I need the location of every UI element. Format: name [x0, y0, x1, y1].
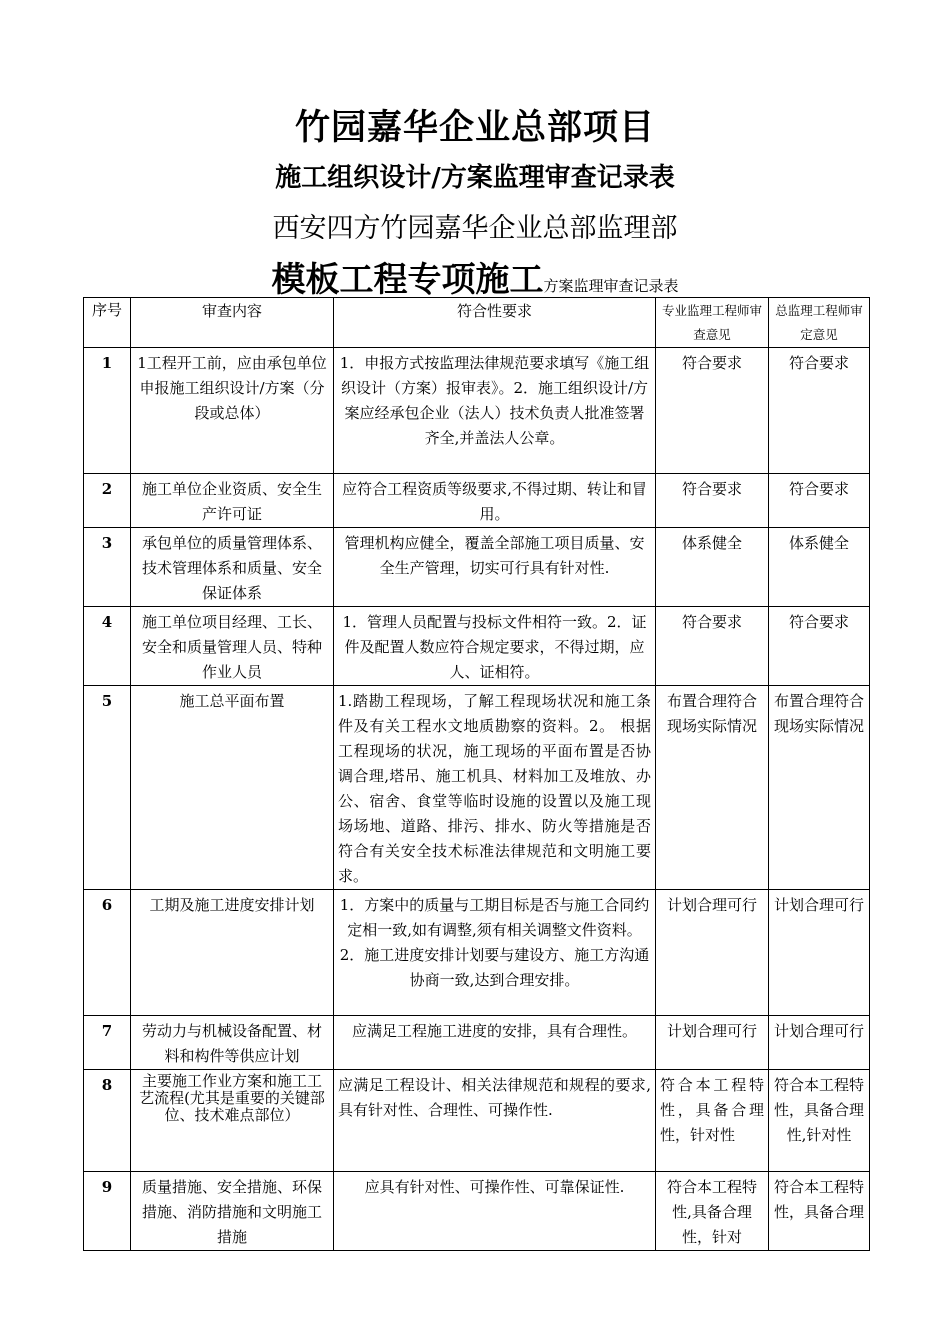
row-chief-opinion: 计划合理可行	[769, 890, 870, 1016]
department-title: 西安四方竹园嘉华企业总部监理部	[272, 213, 678, 244]
row-content: 承包单位的质量管理体系、技术管理体系和质量、安全保证体系	[131, 528, 334, 607]
row-content: 施工单位项目经理、工长、安全和质量管理人员、特种作业人员	[131, 607, 334, 686]
header-chief-opinion: 总监理工程师审定意见	[769, 298, 870, 348]
row-content: 质量措施、安全措施、环保措施、消防措施和文明施工措施	[131, 1172, 334, 1251]
row-chief-opinion: 符合本工程特性，具备合理	[769, 1172, 870, 1251]
table-header-row	[84, 298, 870, 348]
row-engineer-opinion: 符合要求	[656, 474, 769, 528]
table-row	[84, 1016, 870, 1070]
row-requirement: 应具有针对性、可操作性、可靠保证性.	[334, 1172, 656, 1251]
row-content: 1工程开工前，应由承包单位申报施工组织设计/方案（分段或总体）	[131, 348, 334, 474]
form-title: 施工组织设计/方案监理审查记录表	[275, 163, 675, 193]
row-engineer-opinion: 符合要求	[656, 348, 769, 474]
table-row	[84, 607, 870, 686]
table-row	[84, 348, 870, 474]
row-content: 施工单位企业资质、安全生产许可证	[131, 474, 334, 528]
row-num: 5	[84, 686, 131, 890]
row-num: 9	[84, 1172, 131, 1251]
row-engineer-opinion: 计划合理可行	[656, 890, 769, 1016]
table-row	[84, 686, 870, 890]
row-num: 4	[84, 607, 131, 686]
row-requirement: 应满足工程设计、相关法律规范和规程的要求,具有针对性、合理性、可操作性.	[334, 1070, 656, 1172]
row-chief-opinion: 体系健全	[769, 528, 870, 607]
row-requirement: 应满足工程施工进度的安排，具有合理性。	[334, 1016, 656, 1070]
row-chief-opinion: 符合要求	[769, 348, 870, 474]
subject-title-suffix: 方案监理审查记录表	[543, 277, 679, 295]
row-chief-opinion: 布置合理符合现场实际情况	[769, 686, 870, 890]
row-num: 3	[84, 528, 131, 607]
row-num: 6	[84, 890, 131, 1016]
row-chief-opinion: 符合本工程特性，具备合理性,针对性	[769, 1070, 870, 1172]
row-engineer-opinion: 计划合理可行	[656, 1016, 769, 1070]
subject-title	[0, 252, 950, 301]
table-row	[84, 1070, 870, 1172]
header-engineer-opinion: 专业监理工程师审查意见	[656, 298, 769, 348]
subject-title-main: 模板工程专项施工	[271, 260, 544, 300]
row-num: 2	[84, 474, 131, 528]
row-content: 工期及施工进度安排计划	[131, 890, 334, 1016]
header-requirement: 符合性要求	[334, 298, 656, 348]
table-row	[84, 474, 870, 528]
row-content: 劳动力与机械设备配置、材料和构件等供应计划	[131, 1016, 334, 1070]
row-requirement: 应符合工程资质等级要求,不得过期、转让和冒用。	[334, 474, 656, 528]
row-engineer-opinion: 符合本工程特性,具备合理性，针对	[656, 1172, 769, 1251]
row-requirement: 1．申报方式按监理法律规范要求填写《施工组织设计（方案）报审表》。2．施工组织设计/方案应经承包企业（法人）技术负责人批准签署齐全,并盖法人公章。	[334, 348, 656, 474]
row-engineer-opinion: 体系健全	[656, 528, 769, 607]
row-content: 施工总平面布置	[131, 686, 334, 890]
row-content: 主要施工作业方案和施工工艺流程(尤其是重要的关键部位、技术难点部位）	[131, 1070, 334, 1172]
row-chief-opinion: 符合要求	[769, 607, 870, 686]
row-engineer-opinion: 符合要求	[656, 607, 769, 686]
table-row	[84, 890, 870, 1016]
project-title: 竹园嘉华企业总部项目	[294, 107, 655, 148]
row-chief-opinion: 计划合理可行	[769, 1016, 870, 1070]
table-row	[84, 528, 870, 607]
row-requirement: 管理机构应健全，覆盖全部施工项目质量、安全生产管理，切实可行具有针对性.	[334, 528, 656, 607]
row-requirement: 1.踏勘工程现场，了解工程现场状况和施工条件及有关工程水文地质勘察的资料。2。 根据工程现场的状况，施工现场的平面布置是否协调合理,塔吊、施工机具、材料加工及堆放、办公、宿舍、食堂等临时设施的设置以及施工现场场地、道路、排污、排水、防火等措施是否符合有关安全技术标准法律规范和文明施工要求。	[334, 686, 656, 890]
review-table	[83, 297, 870, 1251]
row-chief-opinion: 符合要求	[769, 474, 870, 528]
table-row	[84, 1172, 870, 1251]
row-engineer-opinion: 布置合理符合现场实际情况	[656, 686, 769, 890]
row-engineer-opinion: 符合本工程特性，具备合理性，针对性	[656, 1070, 769, 1172]
row-num: 1	[84, 348, 131, 474]
row-requirement: 1．管理人员配置与投标文件相符一致。2．证件及配置人数应符合规定要求，不得过期，应人、证相符。	[334, 607, 656, 686]
row-num: 7	[84, 1016, 131, 1070]
row-num: 8	[84, 1070, 131, 1172]
header-num: 序号	[84, 298, 131, 348]
header-content: 审查内容	[131, 298, 334, 348]
row-requirement: 1．方案中的质量与工期目标是否与施工合同约定相一致,如有调整,须有相关调整文件资料。2．施工进度安排计划要与建设方、施工方沟通协商一致,达到合理安排。	[334, 890, 656, 1016]
